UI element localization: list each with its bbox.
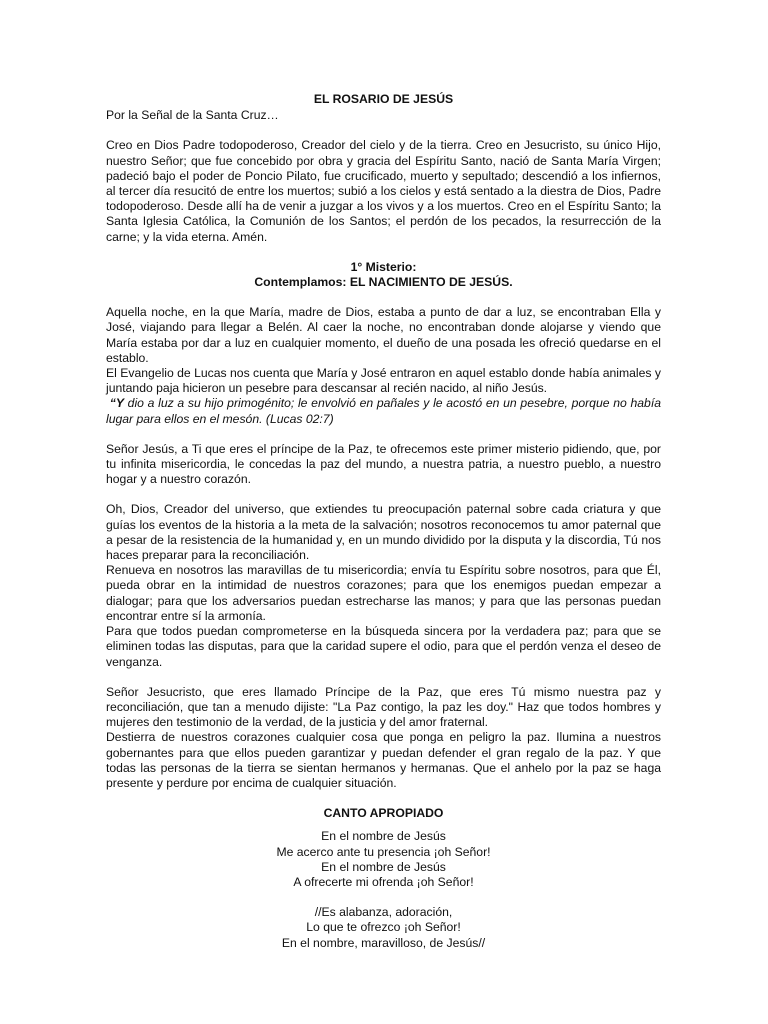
mystery-heading: Contemplamos: EL NACIMIENTO DE JESÚS. (254, 275, 513, 290)
paragraph-offering: Señor Jesús, a Ti que eres el príncipe de la Paz, te ofrecemos este primer misterio pidiendo, que, por tu infinita misericordia, le concedas la paz del mundo, a nuestra patria, a nuestro pueblo, a nuestro hogar y a nuestro corazón. (106, 441, 661, 487)
mystery-number: 1° Misterio: (350, 259, 417, 274)
paragraph-prince-of-peace: Señor Jesucristo, que eres llamado Príncipe de la Paz, que eres Tú mismo nuestra paz y reconciliación, que tan a menudo dijiste: "La Paz contigo, la paz les doy." Haz que todos hombres y mujeres den testimonio de la verdad, de la justicia y del amor fraternal. (106, 684, 661, 730)
song-verse-1 (106, 829, 661, 890)
song-verse-2 (106, 905, 661, 951)
song-line: En el nombre de Jesús (321, 829, 446, 844)
scripture-quote (106, 396, 661, 426)
song-line: Lo que te ofrezco ¡oh Señor! (306, 920, 461, 935)
intro-line: Por la Señal de la Santa Cruz… (106, 108, 279, 123)
song-line: Me acerco ante tu presencia ¡oh Señor! (276, 844, 491, 859)
song-line: En el nombre, maravilloso, de Jesús// (281, 935, 486, 950)
song-line: A ofrecerte mi ofrenda ¡oh Señor! (293, 874, 474, 889)
paragraph-gospel-luke: El Evangelio de Lucas nos cuenta que María y José entraron en aquel establo donde había animales y juntando paja hicieron un pesebre para descansar al recién nacido, al niño Jesús. (106, 366, 661, 396)
paragraph-creator: Oh, Dios, Creador del universo, que extiendes tu preocupación paternal sobre cada criatura y que guías los eventos de la historia a la meta de la salvación; nosotros reconocemos tu amor paternal que a pesar de la resistencia de la humanidad y, en un mundo dividido por la disputa y la discordia, Tú nos haces preparar para la reconciliación. (106, 502, 661, 563)
document-page (106, 92, 661, 951)
page-title: EL ROSARIO DE JESÚS (313, 92, 454, 106)
paragraph-banish: Destierra de nuestros corazones cualquier cosa que ponga en peligro la paz. Ilumina a nuestros gobernantes para que ellos pueden garantizar y puedan defender el gran regalo de la paz. Y que todas las personas de la tierra se sientan hermanos y hermanas. Que el anhelo por la paz se haga presente y perdure por encima de cualquier situación. (106, 730, 661, 790)
song-heading: CANTO APROPIADO (323, 806, 444, 821)
song-line: //Es alabanza, adoración, (314, 905, 453, 920)
paragraph-nativity-night: Aquella noche, en la que María, madre de Dios, estaba a punto de dar a luz, se encontraban Ella y José, viajando para llegar a Belén. Al caer la noche, no encontraban donde alojarse y viendo que María estaba por dar a luz en cualquier momento, el dueño de una posada les ofreció quedarse en el establo. (106, 305, 661, 365)
paragraph-commit: Para que todos puedan comprometerse en la búsqueda sincera por la verdadera paz; para que se eliminen todas las disputas, para que la caridad supere el odio, para que el perdón venza el deseo de venganza. (106, 624, 661, 669)
song-line: En el nombre de Jesús (321, 859, 446, 874)
quote-open: “Y (109, 396, 124, 411)
creed-paragraph: Creo en Dios Padre todopoderoso, Creador del cielo y de la tierra. Creo en Jesucristo, su único Hijo, nuestro Señor; que fue concebido por obra y gracia del Espíritu Santo, nació de Santa María Virgen; padeció bajo el poder de Poncio Pilato, fue crucificado, muerto y sepultado; descendió a los infiernos, al tercer día resucitó de entre los muertos; subió a los cielos y está sentado a la diestra de Dios, Padre todopoderoso. Desde allí ha de venir a juzgar a los vivos y a los muertos. Creo en el Espíritu Santo; la Santa Iglesia Católica, la Comunión de los Santos; el perdón de los pecados, la resurrección de la carne; y la vida eterna. Amén. (106, 138, 661, 244)
quote-text: dio a luz a su hijo primogénito; le envolvió en pañales y le acostó en un pesebre, porque no había lugar para ellos en el mesón. (Lucas 02:7) (106, 396, 661, 426)
paragraph-renew: Renueva en nosotros las maravillas de tu misericordia; envía tu Espíritu sobre nosotros, para que Él, pueda obrar en la intimidad de nuestros corazones; para que los enemigos puedan empezar a dialogar; para que los adversarios puedan estrecharse las manos; y para que las personas puedan encontrar entre sí la armonía. (106, 563, 661, 623)
